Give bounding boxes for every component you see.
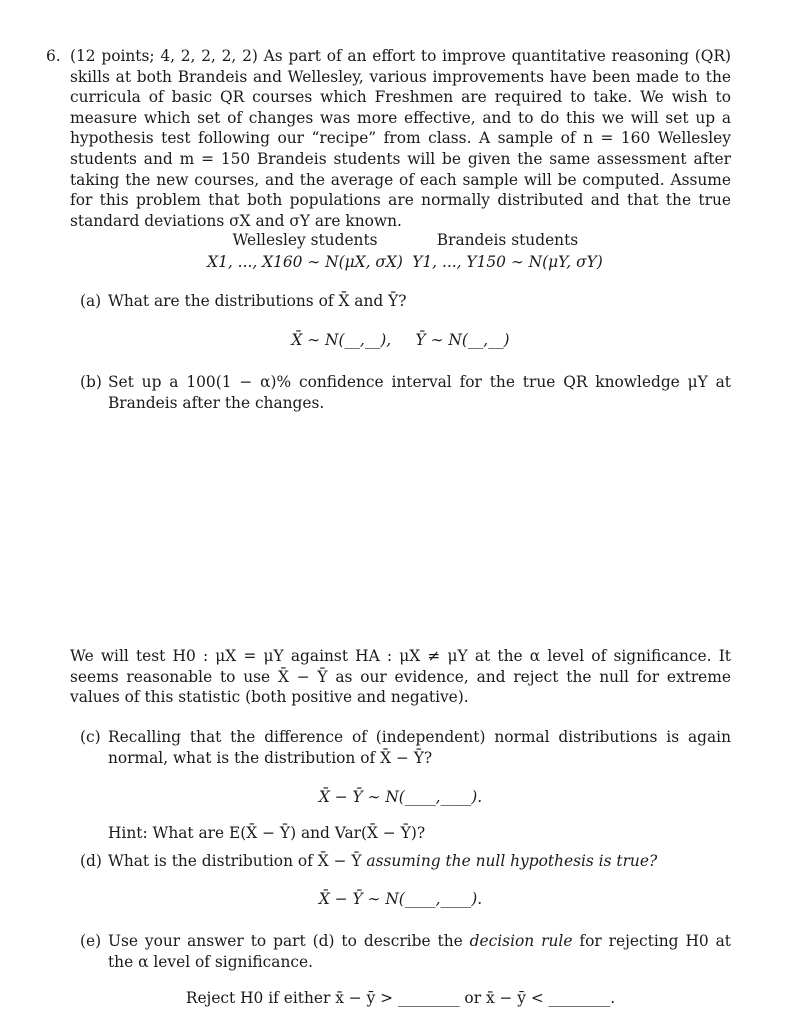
hypothesis-paragraph: We will test H0 : μX = μY against HA : μX ≠ μY at the α level of significance. It seems reasonable to use X̄ − Ȳ as our evidence, and reject the null for extreme values of this statistic (both positive and negative). [70,647,731,707]
part-a-label: (a) [80,292,102,310]
part-c-question: Recalling that the difference of (independent) normal distributions is again normal, what is the distribution of X̄ − Ȳ? [108,728,731,767]
wellesley-header: Wellesley students [232,231,378,249]
intro-text: (12 points; 4, 2, 2, 2, 2) As part of an effort to improve quantitative reasoning (QR) skills at both Brandeis and Wellesley, various improvements have been made to the curricula of basic QR courses which Freshmen are required to take. We wish to measure which set of changes was more effective, and to do this we will set up a hypothesis test following our “recipe” from class. A sample of n = 160 Wellesley students and m = 150 Brandeis students will be given the same assessment after taking the new courses, and the average of each sample will be computed. Assume for this problem that both populations are normally distributed and that the true standard deviations σX and σY are known. [70,47,731,230]
part-c-hint: Hint: What are E(X̄ − Ȳ) and Var(X̄ − Ȳ)? [108,824,426,842]
part-d-formula: X̄ − Ȳ ∼ N(____,____). [318,890,483,908]
part-e-text-suffix: for rejecting H0 at the α level of significance. [108,932,731,971]
part-c-label: (c) [80,728,101,746]
part-b-label: (b) [80,373,102,391]
part-d-text: What is the distribution of X̄ − Ȳ [108,852,367,870]
question-number: 6. [46,47,61,65]
question-intro [70,46,731,231]
part-d-emphasis: assuming the null hypothesis is true? [366,852,658,870]
part-e-label: (e) [80,932,102,950]
part-e-question [108,931,731,972]
part-e-text-prefix: Use your answer to part (d) to describe the [108,932,470,950]
part-e-emphasis: decision rule [469,932,573,950]
part-d-label: (d) [80,852,102,870]
part-a-formula: X̄ ∼ N(__,__), Ȳ ∼ N(__,__) [291,331,510,349]
brandeis-header: Brandeis students [436,231,579,249]
part-b-question: Set up a 100(1 − α)% confidence interval for the true QR knowledge μY at Brandeis after the changes. [108,373,731,412]
wellesley-formula: X1, ..., X160 ∼ N(μX, σX) [207,253,403,271]
part-a-question: What are the distributions of X̄ and Ȳ? [108,292,407,310]
brandeis-formula: Y1, ..., Y150 ∼ N(μY, σY) [412,253,603,271]
part-c-formula: X̄ − Ȳ ∼ N(____,____). [318,788,483,806]
part-e-decision-rule: Reject H0 if either x̄ − ȳ > ________ or x̄ − ȳ < ________. [185,989,616,1007]
part-d-question [108,851,731,872]
part-b-answer-space[interactable] [108,420,731,630]
